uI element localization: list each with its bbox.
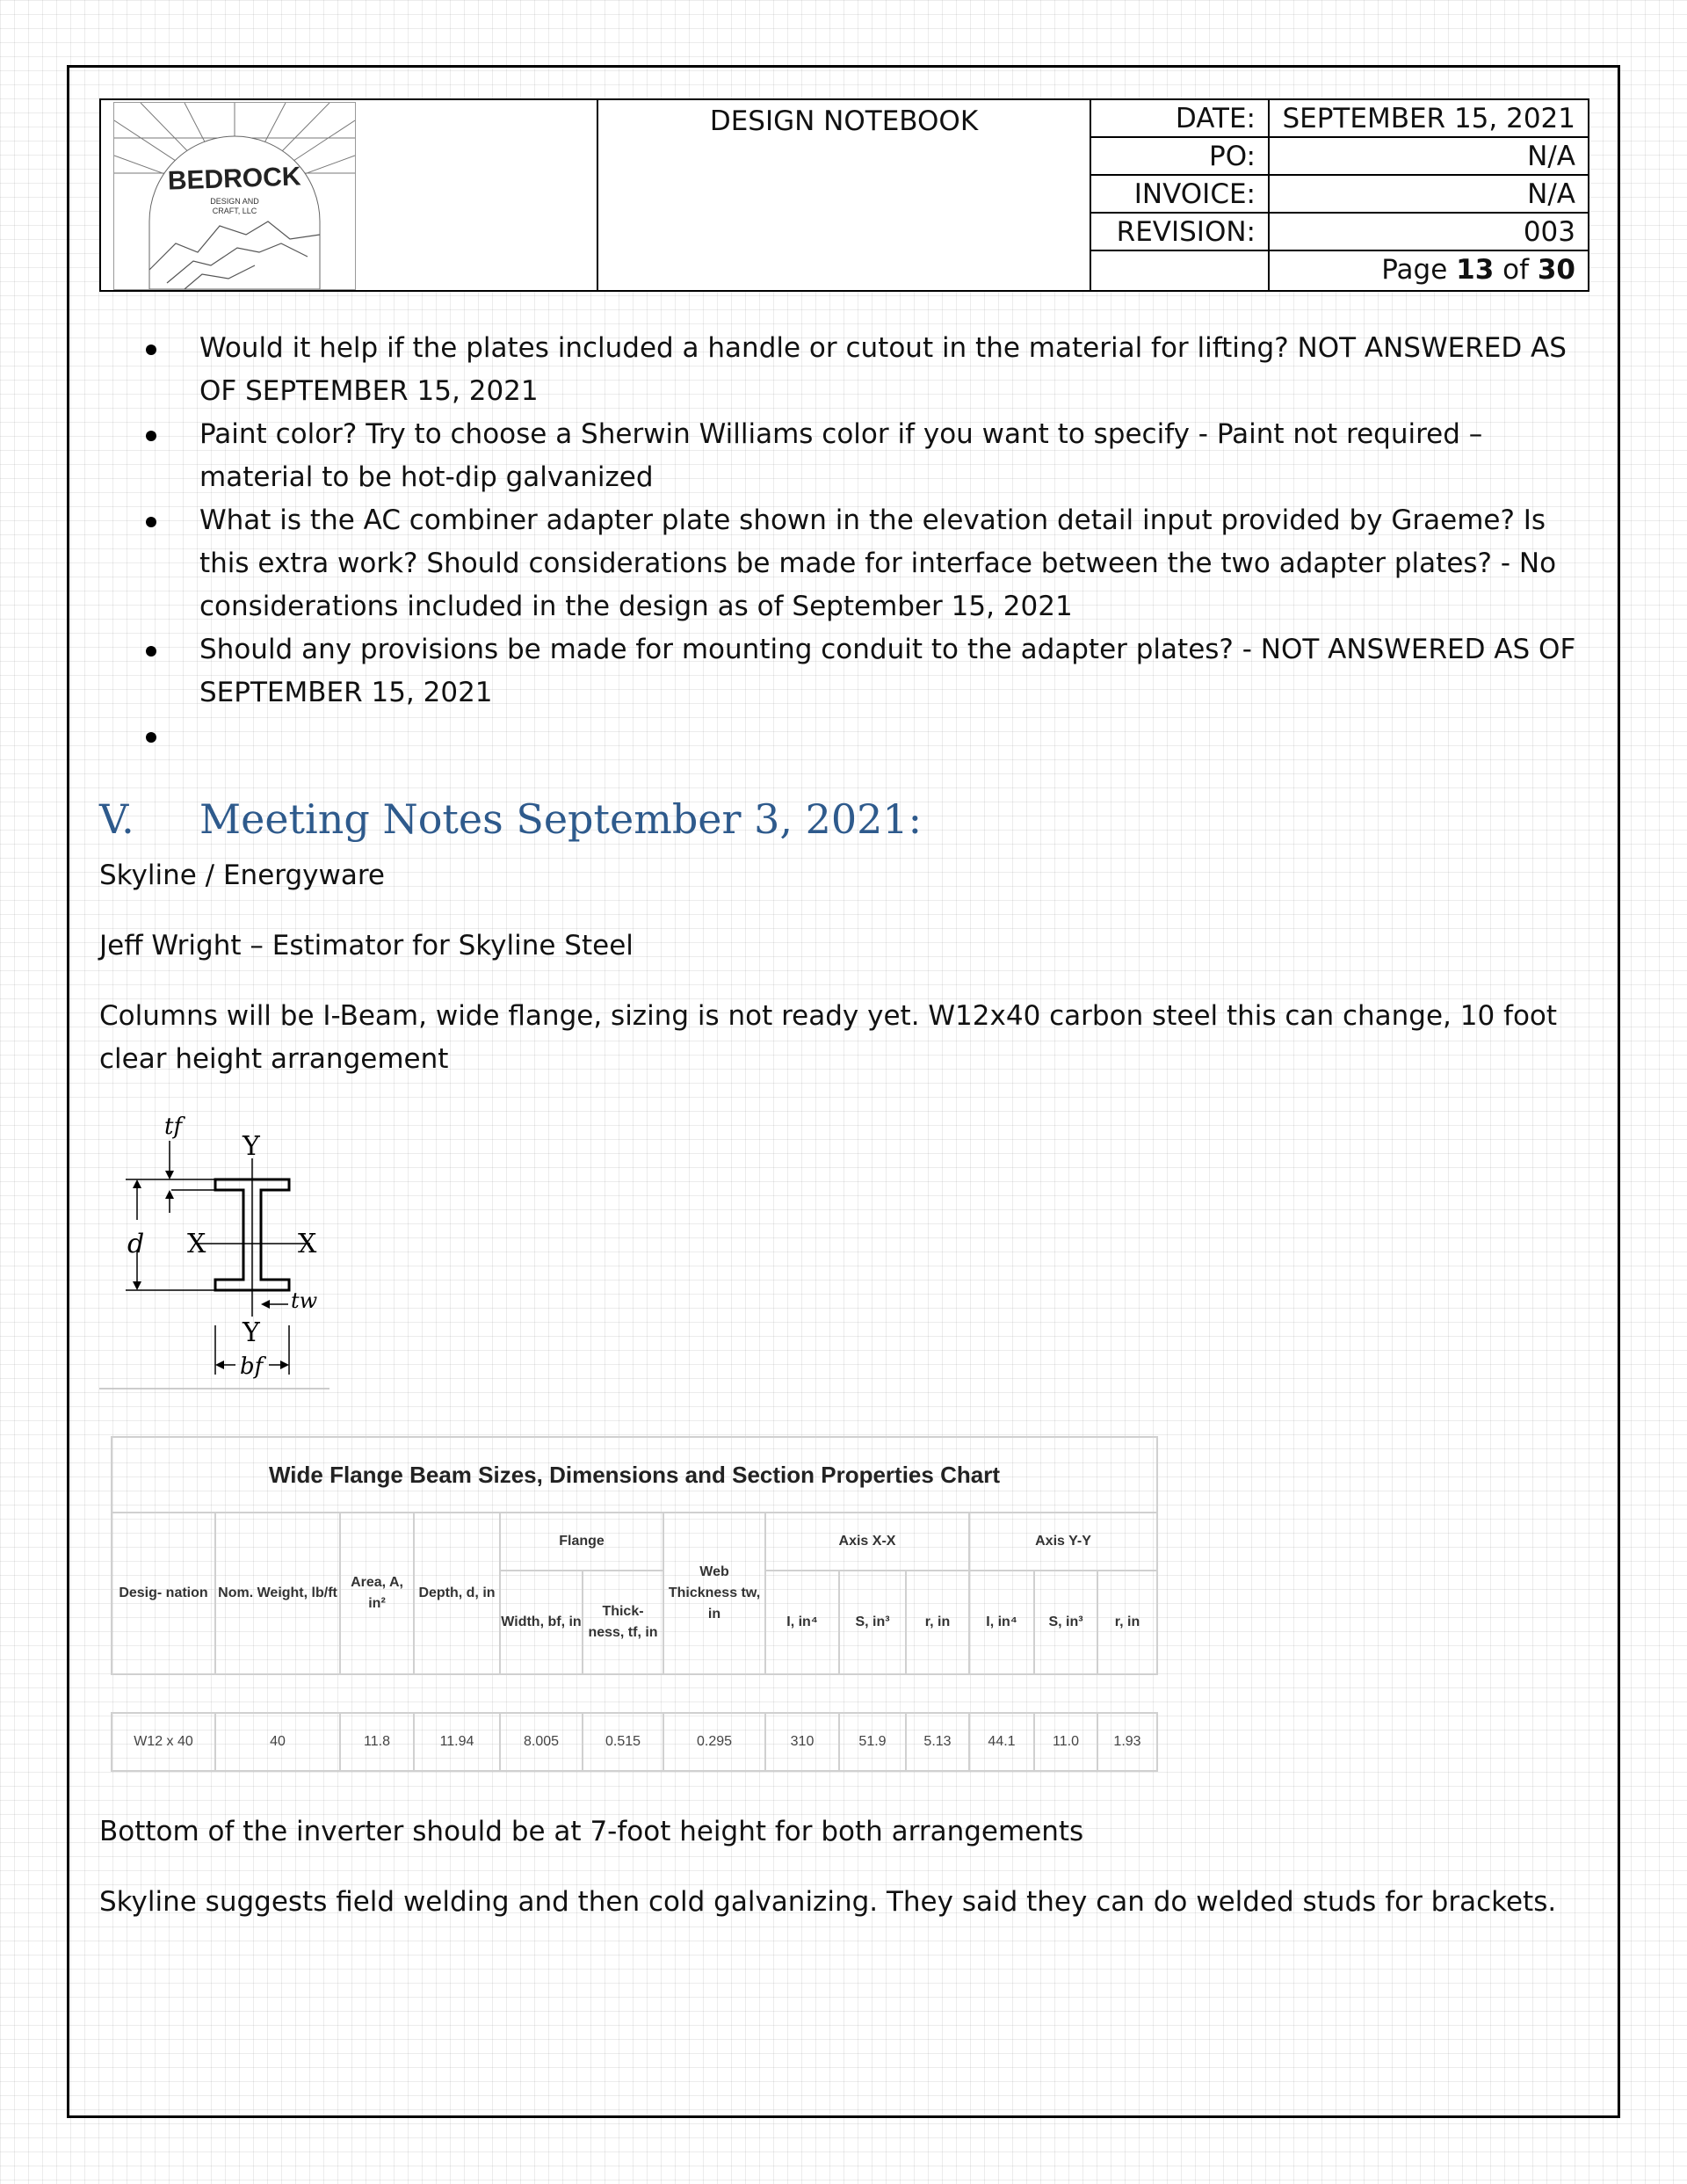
table-cell: 11.0 bbox=[1033, 1714, 1097, 1770]
svg-text:Y: Y bbox=[243, 1131, 260, 1162]
list-item bbox=[99, 715, 1593, 758]
list-item bbox=[99, 499, 1593, 628]
header-axis-xx: Axis X-X bbox=[764, 1513, 968, 1571]
invoice-value: N/A bbox=[1270, 176, 1588, 214]
document-title: DESIGN NOTEBOOK bbox=[709, 105, 979, 137]
header-axis-yy: Axis Y-Y bbox=[968, 1513, 1156, 1571]
paragraph: Skyline suggests field welding and then cold galvanizing. They said they can do welded studs for brackets. bbox=[99, 1886, 1557, 1918]
page-number bbox=[1270, 251, 1588, 290]
header-web: Web Thickness tw, in bbox=[662, 1513, 764, 1673]
svg-text:tf: tf bbox=[164, 1114, 183, 1140]
company-logo bbox=[113, 102, 356, 290]
section-properties-table bbox=[107, 1433, 1162, 1775]
header-values bbox=[1270, 100, 1588, 290]
header-rx: r, in bbox=[905, 1571, 968, 1673]
paragraph: Columns will be I-Beam, wide flange, sizing is not ready yet. W12x40 carbon steel this can change, 10 foot clear height arrangement bbox=[99, 1000, 1558, 1075]
svg-text:d: d bbox=[127, 1229, 145, 1259]
svg-text:X: X bbox=[298, 1229, 317, 1259]
logo-cell bbox=[101, 100, 598, 290]
date-value: SEPTEMBER 15, 2021 bbox=[1270, 100, 1588, 138]
revision-value: 003 bbox=[1270, 214, 1588, 251]
table-cell: 8.005 bbox=[499, 1714, 582, 1770]
table-cell: 51.9 bbox=[838, 1714, 905, 1770]
paragraph: Jeff Wright – Estimator for Skyline Steel bbox=[99, 930, 634, 961]
paragraph: Bottom of the inverter should be at 7-foot height for both arrangements bbox=[99, 1816, 1084, 1847]
header-sy: S, in³ bbox=[1033, 1571, 1097, 1673]
ibeam-diagram bbox=[99, 1106, 329, 1392]
header-flange-thickness: Thick- ness, tf, in bbox=[582, 1571, 662, 1673]
table-cell: 5.13 bbox=[905, 1714, 968, 1770]
section-heading bbox=[99, 795, 922, 843]
header-ry: r, in bbox=[1097, 1571, 1156, 1673]
list-item bbox=[99, 628, 1593, 715]
bullet-icon bbox=[146, 345, 156, 355]
header-area: Area, A, in² bbox=[339, 1513, 413, 1673]
question-list bbox=[99, 327, 1593, 758]
svg-text:bf: bf bbox=[240, 1353, 264, 1380]
list-item bbox=[99, 413, 1593, 499]
table-cell: 44.1 bbox=[968, 1714, 1033, 1770]
table-cell: 310 bbox=[764, 1714, 838, 1770]
bullet-icon bbox=[146, 732, 156, 743]
table-cell: 1.93 bbox=[1097, 1714, 1156, 1770]
list-item bbox=[99, 327, 1593, 413]
table-cell: 0.515 bbox=[582, 1714, 662, 1770]
svg-text:BEDROCK: BEDROCK bbox=[167, 162, 302, 196]
table-cell: 11.94 bbox=[413, 1714, 499, 1770]
svg-text:DESIGN AND: DESIGN AND bbox=[210, 197, 259, 206]
list-item-text: Should any provisions be made for mounting conduit to the adapter plates? - NOT ANSWERED AS OF SEPTEMBER 15, 2021 bbox=[199, 634, 1576, 708]
bullet-icon bbox=[146, 646, 156, 657]
table-cell: 40 bbox=[214, 1714, 339, 1770]
svg-text:X: X bbox=[187, 1229, 206, 1259]
header-iy: I, in⁴ bbox=[968, 1571, 1033, 1673]
table-cell: 0.295 bbox=[662, 1714, 764, 1770]
header-labels bbox=[1091, 100, 1270, 290]
table-cell: W12 x 40 bbox=[134, 1734, 193, 1749]
bullet-icon bbox=[146, 517, 156, 527]
po-label: PO: bbox=[1091, 138, 1268, 176]
header-flange-width: Width, bf, in bbox=[499, 1571, 582, 1673]
page-total: 30 bbox=[1537, 254, 1575, 286]
svg-text:tw: tw bbox=[291, 1288, 318, 1313]
svg-text:Y: Y bbox=[243, 1317, 260, 1348]
bullet-icon bbox=[146, 431, 156, 441]
svg-text:CRAFT, LLC: CRAFT, LLC bbox=[212, 207, 257, 215]
page-current: 13 bbox=[1456, 254, 1495, 286]
header-designation: Desig- nation bbox=[119, 1585, 208, 1600]
revision-label: REVISION: bbox=[1091, 214, 1268, 251]
po-value: N/A bbox=[1270, 138, 1588, 176]
page-sep: of bbox=[1494, 254, 1538, 286]
list-item-text: Paint color? Try to choose a Sherwin Williams color if you want to specify - Paint not required – material to be hot-dip galvanized bbox=[199, 418, 1483, 493]
section-title: Meeting Notes September 3, 2021: bbox=[199, 795, 923, 843]
empty-label bbox=[1091, 251, 1268, 290]
header-flange: Flange bbox=[499, 1513, 662, 1571]
table-title: Wide Flange Beam Sizes, Dimensions and Section Properties Chart bbox=[111, 1436, 1158, 1512]
date-label: DATE: bbox=[1091, 100, 1268, 138]
section-number: V. bbox=[99, 795, 134, 843]
page-prefix: Page bbox=[1381, 254, 1457, 286]
list-item-text: What is the AC combiner adapter plate shown in the elevation detail input provided by Graeme? Is this extra work? Should considerations be made for interface between the two adapter plates? - No considerations included in the design as of September 15, 2021 bbox=[199, 504, 1557, 622]
header-weight: Nom. Weight, lb/ft bbox=[214, 1513, 339, 1673]
list-item-text: Would it help if the plates included a handle or cutout in the material for lifting? NOT ANSWERED AS OF SEPTEMBER 15, 2021 bbox=[199, 332, 1567, 407]
table-row bbox=[111, 1712, 1158, 1772]
header-sx: S, in³ bbox=[838, 1571, 905, 1673]
invoice-label: INVOICE: bbox=[1091, 176, 1268, 214]
header-ix: I, in⁴ bbox=[764, 1571, 838, 1673]
title-cell bbox=[598, 100, 1091, 290]
table-cell: 11.8 bbox=[339, 1714, 413, 1770]
paragraph: Skyline / Energyware bbox=[99, 860, 385, 891]
header-depth: Depth, d, in bbox=[413, 1513, 499, 1673]
document-header bbox=[99, 98, 1589, 292]
table-header bbox=[111, 1512, 1158, 1675]
